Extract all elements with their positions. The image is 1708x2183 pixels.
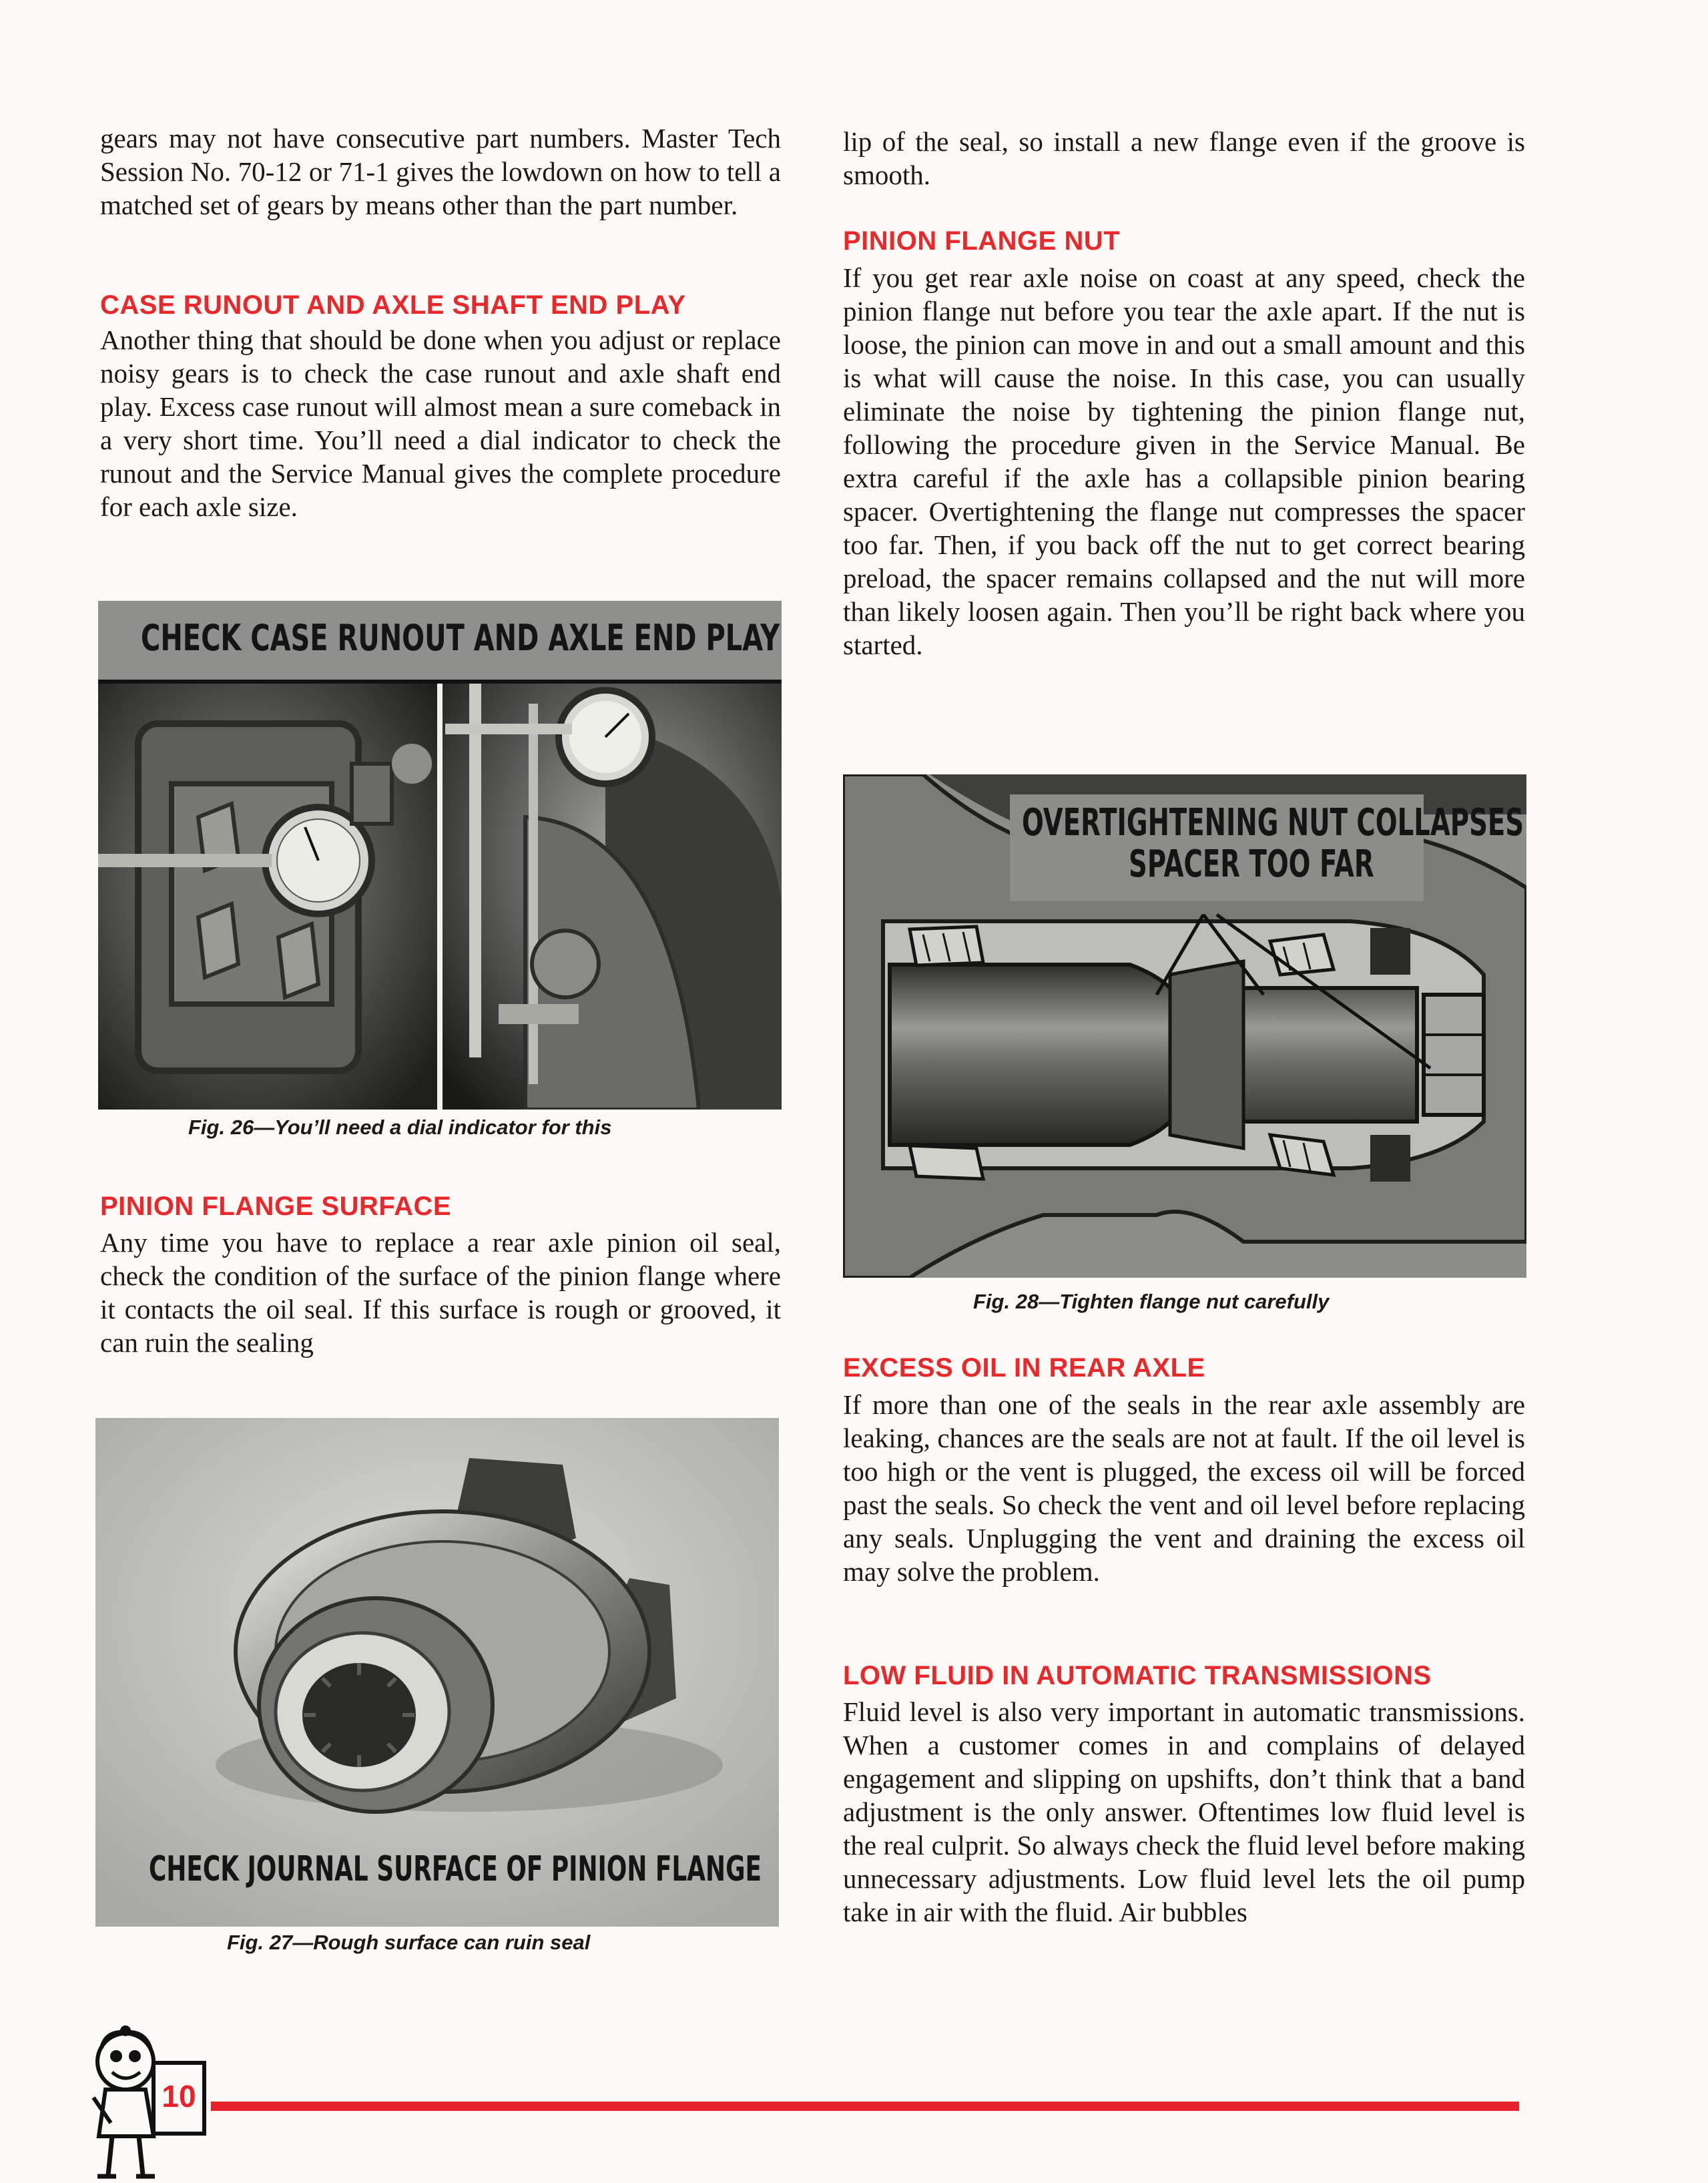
figure-26-photos — [98, 684, 782, 1110]
heading-low-fluid: LOW FLUID IN AUTOMATIC TRANSMISSIONS — [843, 1661, 1432, 1690]
figure-27 — [95, 1418, 779, 1927]
differential-case-photo — [98, 684, 437, 1110]
figure-28-label-line2: SPACER TOO FAR — [1129, 842, 1374, 886]
footer — [0, 2023, 1708, 2183]
heading-excess-oil: EXCESS OIL IN REAR AXLE — [843, 1353, 1205, 1383]
page-number: 10 — [162, 2079, 196, 2114]
heading-pinion-flange-surface: PINION FLANGE SURFACE — [100, 1192, 452, 1221]
figure-28 — [843, 774, 1526, 1278]
figure-27-caption: Fig. 27—Rough surface can ruin seal — [227, 1931, 591, 1954]
intro-paragraph: gears may not have consecutive part numbers. Master Tech Session No. 70-12 or 71-1 gives the lowdown on how to tell a matched set of gears by means other than the part number. — [100, 123, 781, 220]
figure-28-caption: Fig. 28—Tighten flange nut carefully — [973, 1290, 1330, 1313]
figure-26-banner — [98, 601, 782, 680]
footer-red-rule — [211, 2102, 1519, 2111]
low-fluid-paragraph: Fluid level is also very important in automatic transmissions. When a customer comes in and complains of delayed engagement and slipping on upshifts, don’t think that a band adjustment is the only answer. Oftentimes low fluid level is the real culprit. So always check the fluid level before making unnecessary adjustments. Low fluid level lets the oil pump take in air with the fluid. Air bubbles — [843, 1696, 1525, 1927]
figure-26-caption: Fig. 26—You’ll need a dial indicator for this — [188, 1116, 612, 1139]
excess-oil-paragraph: If more than one of the seals in the rear axle assembly are leaking, chances are the seals are not at fault. If the oil level is too high or the vent is plugged, the excess oil will be forced past the seals. So check the vent and oil level before replacing any seals. Unplugging the vent and draining the excess oil may solve the problem. — [843, 1389, 1525, 1587]
case-runout-paragraph: Another thing that should be done when you adjust or replace noisy gears is to check the case runout and axle shaft end play. Excess case runout will almost mean a sure comeback in a very short time. You’ll need a dial indicator to check the runout and the Service Manual gives the complete procedure for each axle size. — [100, 324, 781, 522]
heading-case-runout: CASE RUNOUT AND AXLE SHAFT END PLAY — [100, 290, 686, 320]
pinion-flange-surface-paragraph: Any time you have to replace a rear axle pinion oil seal, check the condition of the surface of the pinion flange where it contacts the oil seal. If this surface is rough or grooved, it can ruin the sealing — [100, 1227, 781, 1358]
heading-pinion-flange-nut: PINION FLANGE NUT — [843, 226, 1121, 256]
figure-26 — [98, 601, 782, 1110]
continued-paragraph: lip of the seal, so install a new flange even if the groove is smooth. — [843, 126, 1525, 190]
pinion-flange-nut-paragraph: If you get rear axle noise on coast at any speed, check the pinion flange nut before you tear the axle apart. If the nut is loose, the pinion can move in and out a small amount and this is what will cause the noise. In this case, you can usually eliminate the noise by tightening the pinion flange nut, following the procedure given in the Service Manual. Be extra careful if the axle has a collapsible pinion bearing spacer. Overtightening the flange nut compresses the spacer too far. Then, if you back off the nut to get correct bearing preload, the spacer remains collapsed and the nut will more than likely loosen again. Then you’ll be right back where you started. — [843, 262, 1525, 660]
figure-27-label: CHECK JOURNAL SURFACE OF PINION FLANGE — [149, 1849, 762, 1889]
figure-26-banner-text: CHECK CASE RUNOUT AND AXLE END PLAY — [141, 617, 780, 659]
figure-28-label-line1: OVERTIGHTENING NUT COLLAPSES — [1022, 801, 1524, 844]
axle-end-play-photo — [443, 684, 782, 1110]
